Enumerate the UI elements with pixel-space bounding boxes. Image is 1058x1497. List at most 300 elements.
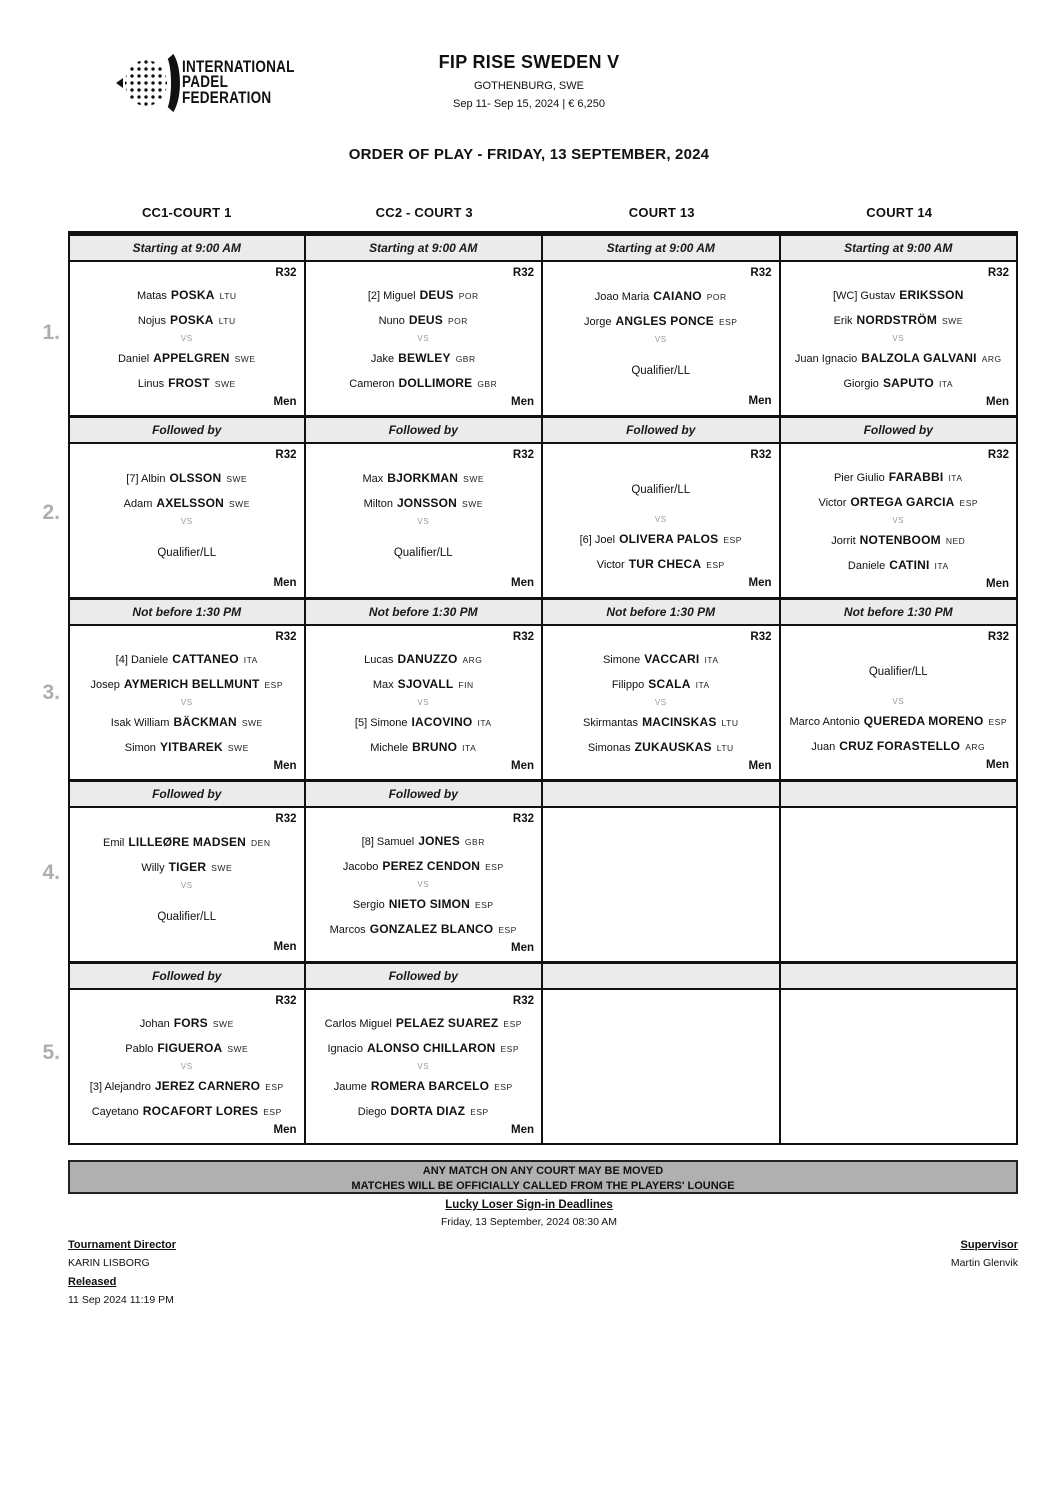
time-band-row	[68, 415, 1018, 444]
player-first-name: Ignacio	[327, 1042, 363, 1055]
team-block	[306, 647, 542, 697]
player-first-name: Marco Antonio	[789, 715, 860, 728]
player-line	[306, 672, 542, 697]
player-line: Qualifier/LL	[631, 364, 691, 377]
player-last-name: NOTENBOOM	[859, 532, 941, 547]
player-country-code: ESP	[475, 899, 494, 910]
player-country-code: SWE	[462, 498, 483, 509]
player-country-code: SWE	[227, 1043, 249, 1054]
row-number-5: 5.	[42, 1041, 60, 1064]
player-last-name: ROMERA BARCELO	[370, 1078, 490, 1093]
team-block	[306, 1074, 542, 1124]
time-band-cell	[781, 782, 1019, 806]
team-block	[70, 710, 304, 760]
player-first-name: Filippo	[611, 678, 645, 691]
round-label: R32	[512, 449, 534, 461]
player-country-code: GBR	[477, 378, 498, 389]
player-first-name: Marcos	[329, 923, 366, 936]
player-line	[781, 734, 1017, 759]
match-cell	[543, 626, 781, 779]
vs-label: VS	[180, 516, 193, 526]
player-country-code: GBR	[464, 836, 485, 847]
time-band-label: Not before 1:30 PM	[368, 605, 478, 619]
team-block	[70, 647, 304, 697]
teams-block	[781, 465, 1017, 578]
match-cell	[306, 626, 544, 779]
match-grid	[68, 231, 1018, 1145]
player-last-name: POSKA	[170, 287, 215, 302]
player-first-name: Nuno	[378, 314, 405, 327]
time-band-cell	[68, 782, 306, 806]
time-band-cell	[781, 600, 1019, 624]
player-last-name: BÄCKMAN	[173, 714, 237, 729]
player-first-name: Skirmantas	[583, 716, 639, 729]
match-cell	[543, 808, 781, 961]
time-band-cell	[306, 600, 544, 624]
player-line	[543, 552, 779, 577]
player-country-code: ITA	[462, 742, 477, 753]
player-line	[70, 283, 304, 308]
player-country-code: ITA	[704, 654, 719, 665]
player-line	[70, 308, 304, 333]
player-first-name: Daniel	[117, 352, 150, 365]
player-line	[543, 527, 779, 552]
player-last-name: DOLLIMORE	[398, 375, 473, 390]
logo-line-3: FEDERATION	[182, 88, 272, 107]
player-line	[781, 490, 1017, 515]
player-last-name: NORDSTRÖM	[856, 312, 938, 327]
player-country-code: SWE	[214, 378, 236, 389]
player-last-name: SAPUTO	[882, 375, 934, 390]
time-band-cell	[543, 782, 781, 806]
player-first-name: Juan Ignacio	[794, 352, 858, 365]
player-first-name: Matas	[136, 289, 167, 302]
player-line: Qualifier/LL	[157, 910, 217, 923]
player-country-code: SWE	[241, 717, 263, 728]
vs-label: VS	[180, 333, 193, 343]
player-line	[306, 466, 542, 491]
player-last-name: ALONSO CHILLARON	[366, 1040, 496, 1055]
time-band-cell	[68, 418, 306, 442]
round-label: R32	[275, 267, 297, 279]
time-band-row	[68, 961, 1018, 990]
player-country-code: ESP	[485, 861, 504, 872]
player-last-name: CAIANO	[653, 288, 702, 303]
logo-line-2: PADEL	[182, 73, 229, 92]
team-block	[306, 346, 542, 396]
player-last-name: IACOVINO	[411, 714, 473, 729]
court-title-4: COURT 14	[866, 205, 933, 220]
player-first-name: Willy	[141, 861, 165, 874]
match-cell	[781, 626, 1019, 779]
category-label: Men	[511, 759, 534, 772]
player-first-name: Pablo	[125, 1042, 154, 1055]
player-first-name: Jacobo	[342, 860, 379, 873]
time-band-cell	[306, 964, 544, 988]
player-country-code: SWE	[229, 498, 250, 509]
match-body-row	[68, 990, 1018, 1145]
time-band-cell	[543, 600, 781, 624]
time-band-cell	[68, 236, 306, 260]
player-country-code: ESP	[494, 1081, 513, 1092]
player-first-name: Cameron	[349, 377, 395, 390]
player-country-code: ESP	[265, 1081, 284, 1092]
player-last-name: FROST	[168, 375, 210, 390]
time-band-cell	[543, 236, 781, 260]
round-label: R32	[512, 813, 534, 825]
player-line	[781, 371, 1017, 396]
event-location: GOTHENBURG, SWE	[473, 80, 584, 92]
time-band-cell	[68, 600, 306, 624]
player-first-name: Linus	[137, 377, 165, 390]
teams-block	[70, 647, 304, 760]
player-country-code: SWE	[463, 473, 485, 484]
round-label: R32	[512, 267, 534, 279]
time-band-label: Not before 1:30 PM	[132, 605, 242, 619]
player-first-name: Erik	[833, 314, 853, 327]
time-band-row	[68, 231, 1018, 262]
time-band-cell	[543, 418, 781, 442]
player-first-name: Jake	[370, 352, 395, 365]
player-first-name: [2] Miguel	[367, 289, 416, 302]
player-line	[781, 346, 1017, 371]
player-last-name: BJORKMAN	[387, 470, 459, 485]
row-number-1: 1.	[42, 321, 60, 344]
player-line	[306, 735, 542, 760]
event-dates-prize: Sep 11- Sep 15, 2024 | € 6,250	[453, 98, 605, 110]
player-first-name: Isak William	[110, 716, 170, 729]
notice-banner	[68, 1160, 1018, 1194]
round-label: R32	[275, 631, 297, 643]
category-label: Men	[986, 395, 1009, 408]
player-first-name: [WC] Gustav	[832, 289, 896, 302]
player-line	[543, 710, 779, 735]
player-first-name: Diego	[357, 1105, 387, 1118]
team-block	[543, 647, 779, 697]
player-last-name: CATTANEO	[172, 651, 239, 666]
time-band-cell	[306, 236, 544, 260]
player-first-name: Joao Maria	[594, 290, 650, 303]
player-country-code: LTU	[219, 290, 237, 301]
player-last-name: SJOVALL	[397, 676, 454, 691]
time-band-cell	[306, 782, 544, 806]
player-line	[306, 854, 542, 879]
player-line	[306, 283, 542, 308]
player-country-code: POR	[458, 290, 479, 301]
player-first-name: Lucas	[364, 653, 394, 666]
player-first-name: Juan	[811, 740, 836, 753]
match-cell	[68, 626, 306, 779]
time-band-label: Starting at 9:00 AM	[132, 241, 241, 255]
player-first-name: Carlos Miguel	[324, 1017, 392, 1030]
team-block	[70, 1011, 304, 1061]
player-last-name: BEWLEY	[398, 350, 451, 365]
vs-label: VS	[417, 697, 430, 707]
player-country-code: ITA	[948, 472, 963, 483]
player-last-name: POSKA	[170, 312, 214, 327]
team-block	[781, 346, 1017, 396]
player-line	[70, 371, 304, 396]
vs-label: VS	[654, 334, 667, 344]
match-cell	[781, 990, 1019, 1143]
court-title-1: CC1-COURT 1	[141, 205, 232, 220]
court-title-2: CC2 - COURT 3	[375, 205, 473, 220]
player-country-code: ESP	[723, 534, 742, 545]
vs-label: VS	[417, 333, 430, 343]
player-last-name: CRUZ FORASTELLO	[839, 738, 961, 753]
player-line	[70, 346, 304, 371]
player-country-code: ITA	[695, 679, 710, 690]
logo-line-1: INTERNATIONAL	[182, 57, 295, 76]
player-country-code: ESP	[503, 1018, 522, 1029]
category-label: Men	[273, 941, 297, 953]
player-last-name: TUR CHECA	[628, 556, 702, 571]
teams-block	[306, 829, 542, 942]
time-band-label: Not before 1:30 PM	[606, 605, 716, 619]
player-last-name: APPELGREN	[153, 350, 230, 365]
player-line	[306, 308, 542, 333]
lucky-loser-deadline: Friday, 13 September, 2024 08:30 AM	[440, 1216, 618, 1228]
teams-block	[781, 283, 1017, 396]
player-line	[543, 647, 779, 672]
player-first-name: Jorge	[584, 315, 612, 328]
player-first-name: Victor	[596, 558, 625, 571]
player-country-code: ESP	[706, 559, 725, 570]
player-last-name: SCALA	[648, 676, 691, 691]
player-country-code: ESP	[470, 1106, 489, 1117]
team-block	[781, 648, 1017, 696]
vs-label: VS	[417, 516, 430, 526]
vs-label: VS	[892, 515, 905, 525]
teams-block	[70, 283, 304, 396]
match-body-row	[68, 262, 1018, 415]
player-last-name: JEREZ CARNERO	[154, 1078, 261, 1093]
player-country-code: GBR	[455, 353, 476, 364]
time-band-label: Starting at 9:00 AM	[606, 241, 715, 255]
player-last-name: DANUZZO	[397, 651, 458, 666]
player-last-name: PEREZ CENDON	[382, 858, 481, 873]
notice-line-1: ANY MATCH ON ANY COURT MAY BE MOVED	[422, 1165, 664, 1177]
player-country-code: ESP	[500, 1043, 520, 1054]
player-last-name: TIGER	[168, 859, 207, 874]
player-last-name: ZUKAUSKAS	[634, 739, 712, 754]
player-last-name: CATINI	[889, 557, 930, 572]
time-band-label: Followed by	[152, 423, 222, 437]
team-block	[70, 466, 304, 516]
event-masthead	[0, 52, 1058, 110]
match-cell	[781, 808, 1019, 961]
teams-block	[781, 647, 1017, 759]
player-line: Qualifier/LL	[157, 546, 217, 559]
released-timestamp: 11 Sep 2024 11:19 PM	[68, 1294, 174, 1306]
player-first-name: Simon	[124, 741, 156, 754]
time-band-row	[68, 597, 1018, 626]
match-cell	[68, 444, 306, 597]
player-line	[781, 528, 1017, 553]
match-cell	[781, 444, 1019, 597]
player-line	[70, 830, 304, 855]
team-block	[306, 892, 542, 942]
player-last-name: ORTEGA GARCIA	[850, 494, 955, 509]
player-first-name: [3] Alejandro	[89, 1080, 151, 1093]
player-country-code: DEN	[251, 837, 271, 848]
team-block	[306, 1011, 542, 1061]
time-band-label: Starting at 9:00 AM	[369, 241, 478, 255]
player-last-name: ERIKSSON	[899, 287, 964, 302]
player-first-name: Cayetano	[91, 1105, 139, 1118]
time-band-label: Followed by	[388, 423, 458, 437]
player-country-code: ITA	[934, 560, 949, 571]
player-line	[543, 284, 779, 309]
player-country-code: ARG	[981, 353, 1002, 364]
player-first-name: Victor	[818, 496, 847, 509]
player-last-name: PELAEZ SUAREZ	[395, 1015, 499, 1030]
category-label: Men	[273, 577, 297, 589]
player-last-name: OLIVERA PALOS	[619, 531, 719, 546]
match-cell	[306, 444, 544, 597]
player-country-code: LTU	[218, 315, 236, 326]
released-label: Released	[68, 1276, 117, 1288]
player-first-name: Max	[372, 678, 394, 691]
teams-block	[306, 283, 542, 396]
player-country-code: ESP	[959, 497, 979, 508]
tournament-director-name: KARIN LISBORG	[68, 1257, 150, 1269]
teams-block	[70, 829, 304, 941]
round-label: R32	[275, 813, 297, 825]
player-country-code: ESP	[498, 924, 517, 935]
round-label: R32	[512, 995, 534, 1007]
player-line: Qualifier/LL	[393, 546, 453, 559]
player-last-name: JONSSON	[396, 495, 458, 510]
player-last-name: OLSSON	[169, 470, 222, 485]
player-line	[306, 1074, 542, 1099]
round-label: R32	[512, 631, 534, 643]
player-last-name: GONZALEZ BLANCO	[369, 921, 494, 936]
player-last-name: NIETO SIMON	[388, 896, 471, 911]
time-band-cell	[306, 418, 544, 442]
player-last-name: FIGUEROA	[157, 1040, 223, 1055]
round-label: R32	[750, 631, 772, 643]
player-country-code: SWE	[234, 353, 256, 364]
category-label: Men	[986, 577, 1009, 590]
player-last-name: FORS	[173, 1015, 208, 1030]
team-block	[781, 709, 1017, 759]
schedule-table	[68, 205, 1018, 1145]
player-last-name: DEUS	[408, 312, 443, 327]
player-last-name: AXELSSON	[156, 495, 224, 510]
player-last-name: JONES	[418, 833, 460, 848]
player-line	[70, 491, 304, 516]
player-country-code: LTU	[716, 742, 734, 753]
player-country-code: LTU	[721, 717, 739, 728]
match-cell	[68, 808, 306, 961]
player-line	[543, 735, 779, 760]
round-label: R32	[987, 631, 1009, 643]
player-line	[543, 309, 779, 334]
player-first-name: Jorrit	[831, 534, 856, 547]
category-label: Men	[273, 395, 297, 408]
player-last-name: QUEREDA MORENO	[863, 713, 984, 728]
team-block	[70, 1074, 304, 1124]
player-first-name: Nojus	[137, 314, 166, 327]
team-block	[306, 466, 542, 516]
vs-label: VS	[180, 1061, 193, 1071]
player-last-name: BALZOLA GALVANI	[861, 350, 977, 365]
teams-block	[70, 1011, 304, 1124]
player-last-name: MACINSKAS	[642, 714, 717, 729]
match-cell	[68, 990, 306, 1143]
player-country-code: POR	[706, 291, 727, 302]
player-line	[781, 709, 1017, 734]
player-country-code: ESP	[988, 716, 1008, 727]
player-first-name: Michele	[370, 741, 409, 754]
player-line	[70, 1011, 304, 1036]
player-first-name: [5] Simone	[354, 716, 408, 729]
player-line	[306, 1099, 542, 1124]
player-last-name: ROCAFORT LORES	[142, 1103, 259, 1118]
team-block	[543, 284, 779, 334]
time-band-cell	[781, 418, 1019, 442]
player-first-name: Simonas	[587, 741, 631, 754]
match-cell	[306, 808, 544, 961]
team-block	[70, 529, 304, 577]
player-country-code: ITA	[938, 378, 954, 389]
teams-block	[306, 1011, 542, 1124]
vs-label: VS	[892, 333, 905, 343]
team-block	[543, 527, 779, 577]
team-block	[543, 466, 779, 514]
match-cell	[543, 444, 781, 597]
event-title: FIP RISE SWEDEN V	[438, 52, 620, 72]
player-country-code: ESP	[718, 316, 738, 327]
teams-block	[543, 465, 779, 577]
player-line	[543, 672, 779, 697]
player-country-code: FIN	[458, 679, 474, 690]
notice-line-2: MATCHES WILL BE OFFICIALLY CALLED FROM THE PLAYERS' LOUNGE	[351, 1180, 735, 1192]
time-band-label: Followed by	[626, 423, 696, 437]
category-label: Men	[511, 395, 534, 408]
round-label: R32	[275, 449, 297, 461]
team-block	[70, 283, 304, 333]
match-cell	[781, 262, 1019, 415]
vs-label: VS	[180, 880, 193, 890]
player-first-name: Pier Giulio	[833, 471, 885, 484]
supervisor-name: Martin Glenvik	[950, 1257, 1018, 1269]
player-line	[70, 647, 304, 672]
match-cell	[543, 262, 781, 415]
player-line	[306, 892, 542, 917]
player-line	[306, 371, 542, 396]
player-country-code: ITA	[477, 717, 492, 728]
player-line	[70, 1036, 304, 1061]
category-label: Men	[986, 759, 1009, 771]
match-cell	[68, 262, 306, 415]
vs-label: VS	[417, 1061, 430, 1071]
court-titles-row	[68, 205, 1018, 231]
player-country-code: SWE	[227, 742, 249, 753]
order-of-play-title: ORDER OF PLAY - FRIDAY, 13 SEPTEMBER, 2024	[348, 146, 710, 163]
category-label: Men	[748, 395, 772, 407]
team-block	[70, 830, 304, 880]
court-title-3: COURT 13	[628, 205, 695, 220]
team-block	[543, 347, 779, 395]
time-band-label: Followed by	[152, 787, 222, 801]
player-last-name: DEUS	[419, 287, 454, 302]
player-country-code: ITA	[243, 654, 258, 665]
player-last-name: VACCARI	[644, 651, 700, 666]
row-number-4: 4.	[42, 861, 60, 884]
vs-label: VS	[654, 514, 667, 524]
